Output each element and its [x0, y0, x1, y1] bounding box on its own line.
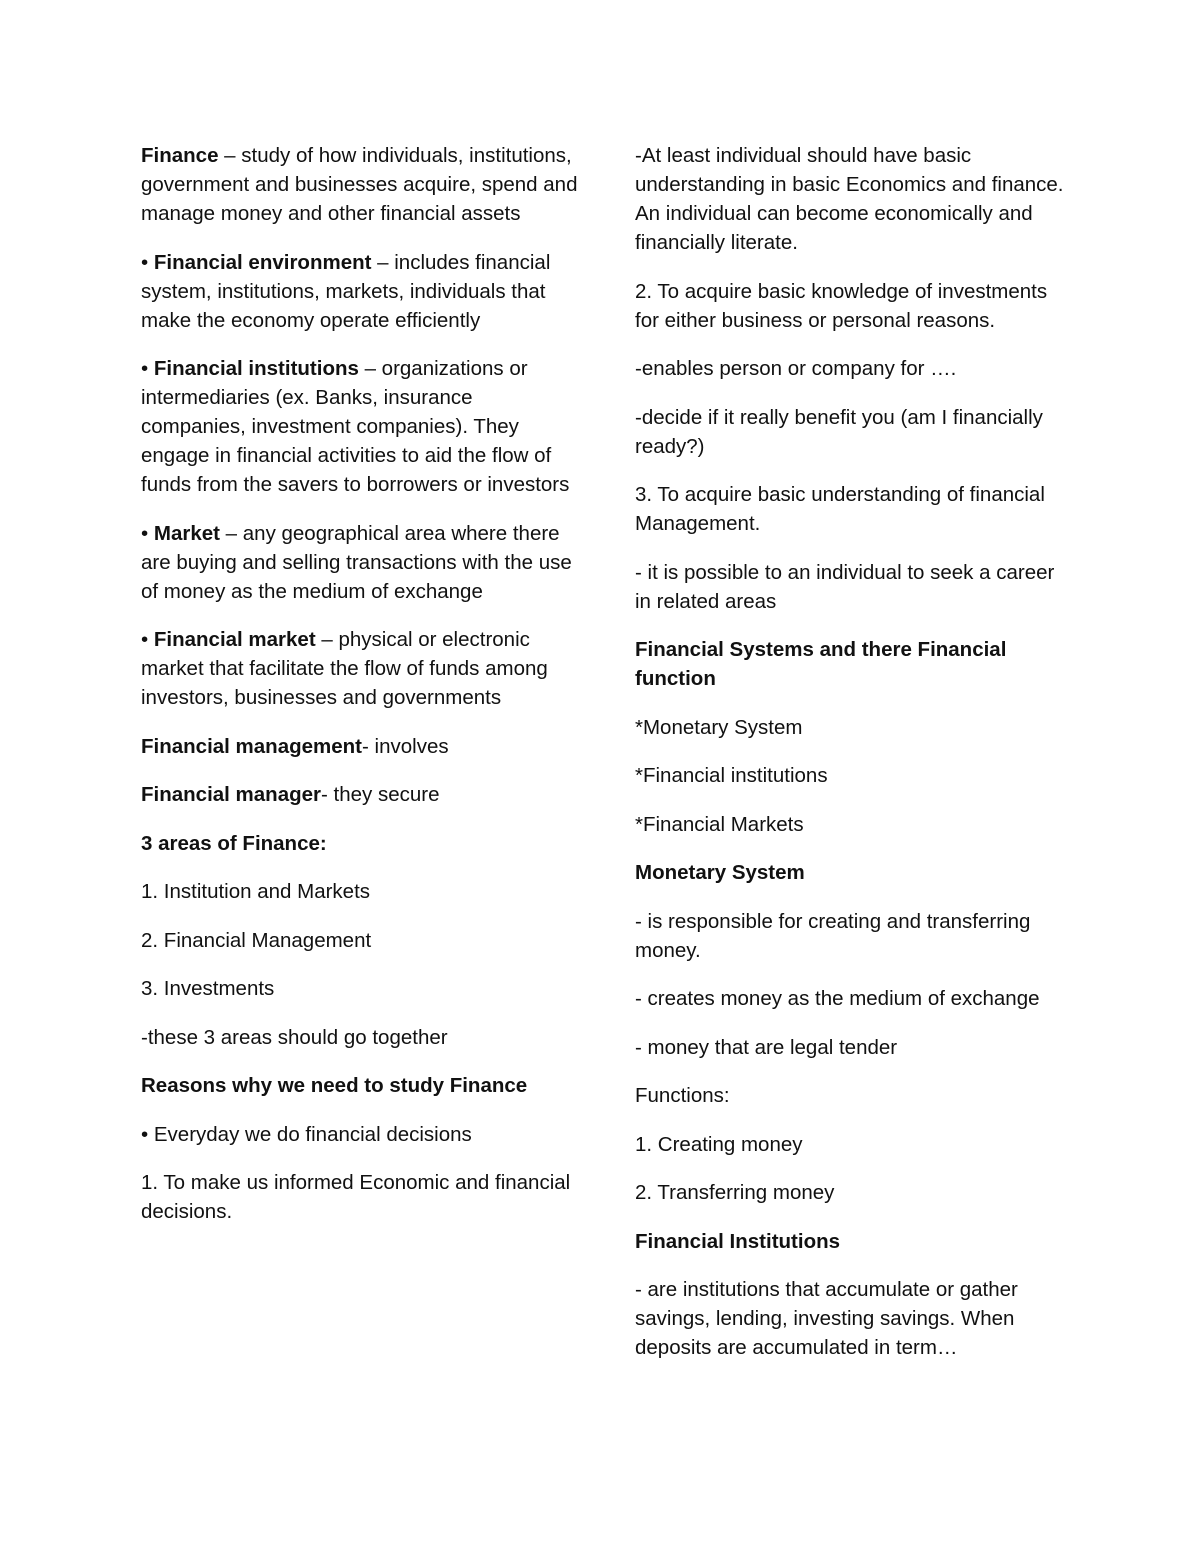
financial-management-term: Financial management: [141, 734, 363, 758]
monetary-item-3: - money that are legal tender: [635, 1035, 898, 1059]
areas-note: -these 3 areas should go together: [141, 1025, 448, 1049]
financial-environment-item: [141, 248, 581, 335]
finance-def-text: – study of how individuals, institutions, government and businesses acquire, spend and manage money and other financial assets: [141, 144, 578, 225]
bullet: •: [141, 628, 154, 651]
right-column: [635, 141, 1075, 1382]
bullet: •: [141, 521, 154, 545]
systems-heading: [635, 635, 1075, 693]
reason-item-1: 1. To make us informed Economic and financial decisions.: [141, 1171, 571, 1223]
financial-market-term: Financial market: [153, 628, 316, 651]
system-item-1: *Monetary System: [635, 715, 803, 739]
bullet: •: [141, 250, 154, 274]
monetary-item-1: - is responsible for creating and transferring money.: [635, 909, 1031, 962]
financial-management-item: [141, 732, 581, 761]
systems-heading-text: Financial Systems and there Financial function: [635, 638, 1007, 690]
areas-heading: [141, 829, 581, 858]
financial-institutions-definition: - are institutions that accumulate or gather savings, lending, investing savings. When deposits are accumulated in term…: [635, 1278, 1018, 1359]
left-column: [141, 141, 581, 1246]
financial-institutions-heading-text: Financial Institutions: [635, 1229, 841, 1253]
financial-institutions-item: [141, 354, 581, 499]
function-item-1: 1. Creating money: [635, 1132, 803, 1156]
financial-environment-term: Financial environment: [153, 250, 372, 274]
functions-label: Functions:: [635, 1084, 730, 1107]
reasons-heading-text: Reasons why we need to study Finance: [141, 1074, 528, 1097]
reason-note-decide: -decide if it really benefit you (am I financially ready?): [635, 405, 1043, 458]
area-item-2: 2. Financial Management: [141, 928, 372, 952]
reason-note-enables: -enables person or company for ….: [635, 357, 957, 380]
area-item-1: 1. Institution and Markets: [141, 880, 371, 903]
monetary-heading-text: Monetary System: [635, 861, 805, 884]
reasons-heading: [141, 1071, 581, 1100]
financial-market-def: – physical or electronic market that facilitate the flow of funds among investors, businesses and governments: [141, 628, 548, 709]
financial-institutions-def: – organizations or intermediaries (ex. Banks, insurance companies, investment companies). They engage in financial activities to aid the flow of funds from the savers to borrowers or investors: [141, 357, 570, 496]
financial-manager-def: - they secure: [321, 783, 440, 806]
market-term: Market: [153, 521, 220, 545]
financial-manager-term: Financial manager: [141, 783, 322, 806]
reasons-bullet: • Everyday we do financial decisions: [141, 1122, 472, 1146]
financial-manager-item: [141, 780, 581, 809]
system-item-2: *Financial institutions: [635, 764, 828, 787]
market-def: – any geographical area where there are buying and selling transactions with the use of money as the medium of exchange: [141, 521, 572, 603]
financial-institutions-term: Financial institutions: [153, 357, 359, 380]
system-item-3: *Financial Markets: [635, 812, 804, 836]
area-item-3: 3. Investments: [141, 977, 275, 1000]
finance-term: Finance: [141, 144, 219, 167]
reason-item-2: 2. To acquire basic knowledge of investments for either business or personal reasons.: [635, 279, 1048, 332]
finance-definition: [141, 141, 581, 228]
financial-management-def: - involves: [362, 734, 449, 758]
reason-item-3: 3. To acquire basic understanding of financial Management.: [635, 483, 1045, 535]
reason-note-literacy: -At least individual should have basic understanding in basic Economics and finance. An individual can become economically and financially literate.: [635, 144, 1064, 254]
function-item-2: 2. Transferring money: [635, 1181, 835, 1204]
market-item: [141, 519, 581, 606]
reason-note-career: - it is possible to an individual to seek a career in related areas: [635, 560, 1055, 613]
financial-institutions-heading: [635, 1227, 1075, 1256]
financial-market-item: [141, 625, 581, 712]
financial-environment-def: – includes financial system, institutions, markets, individuals that make the economy operate efficiently: [141, 250, 551, 332]
bullet: •: [141, 357, 154, 380]
areas-heading-text: 3 areas of Finance:: [141, 831, 327, 855]
monetary-heading: [635, 858, 1075, 887]
monetary-item-2: - creates money as the medium of exchange: [635, 987, 1040, 1010]
